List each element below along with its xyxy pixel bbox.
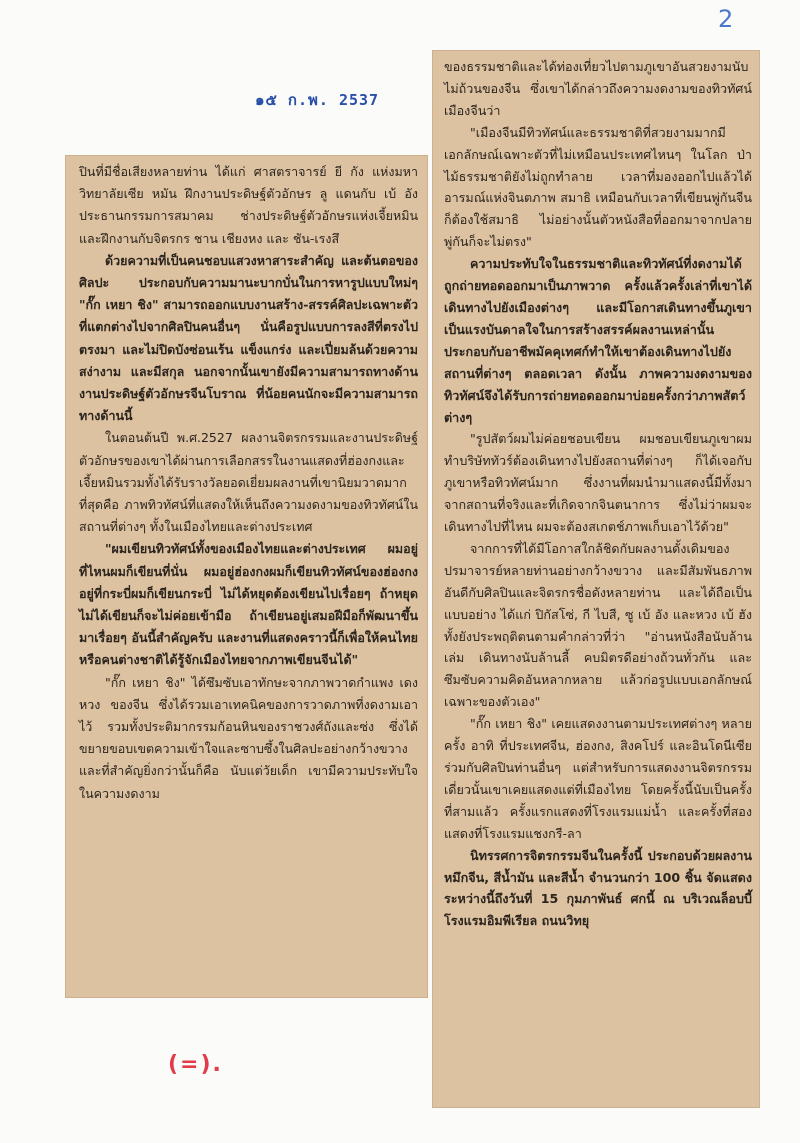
- article-paragraph: นิทรรศการจิตรกรรมจีนในครั้งนี้ ประกอบด้วยผลงานหมึกจีน, สีน้ำมัน และสีน้ำ จำนวนกว่า 100 ชิ้น จัดแสดงระหว่างนี้ถึงวันที่ 15 กุมภาพันธ์ ศกนี้ ณ บริเวณล็อบบี้ โรงแรมอิมพีเรียล ถนนวิทยุ: [444, 847, 752, 929]
- article-paragraph: "กั๊ก เหยา ชิง" ได้ซึมซับเอาทักษะจากภาพวาดกำแพง เดง หวง ของจีน ซึ่งได้รวมเอาเทคนิคของการวาดภาพที่งดงามเอาไว้ รวมทั้งประติมากรรมก้อนหินของราชวงศ์ถังและซ่ง ซึ่งได้ขยายขอบเขตความเข้าใจและซาบซึ้งในศิลปะอย่างกว้างขวาง และที่สำคัญยิ่งกว่านั้นก็คือ นับแต่วัยเด็ก เขามีความประทับใจในความงดงาม: [79, 674, 418, 801]
- article-quote: "รูปสัตว์ผมไม่ค่อยชอบเขียน ผมชอบเขียนภูเขาผมทำบริษัททัวร์ต้องเดินทางไปยังสถานที่ต่างๆ ก็ได้เจอกับภูเขาหรือทิวทัศน์มาก ซึ่งงานที่ผมนำมาแสดงนี้มีทั้งมาจากสถานที่จริงและที่เกิดจากจินตนาการ ซึ่งไม่ว่าผมจะเดินทางไปที่ไหน ผมจะต้องสเกตช์ภาพเก็บเอาไว้ด้วย": [444, 431, 752, 535]
- article-quote: "ผมเขียนทิวทัศน์ทั้งของเมืองไทยและต่างประเทศ ผมอยู่ที่ไหนผมก็เขียนที่นั่น ผมอยู่ฮ่องกงผมก็เขียนทิวทัศน์ของฮ่องกง อยู่ที่กระบี่ผมก็เขียนกระบี่ ไม่ได้หยุดต้องเขียนไปเรื่อยๆ ถ้าหยุดไม่ได้เขียนก็จะไม่ค่อยเข้ามือ ถ้าเขียนอยู่เสมอฝีมือก็พัฒนาขึ้นมาเรื่อยๆ อันนี้สำคัญครับ และงานที่แสดงคราวนี้ก็เพื่อให้คนไทยหรือคนต่างชาติได้รู้จักเมืองไทยจากภาพเขียนจีนได้": [79, 541, 418, 668]
- handwritten-mark: (=).: [168, 1052, 223, 1077]
- newspaper-clipping-right: [432, 50, 760, 1108]
- page-number: 2: [718, 5, 734, 33]
- article-paragraph: ปินที่มีชื่อเสียงหลายท่าน ได้แก่ ศาสตราจารย์ ยี กัง แห่งมหาวิทยาลัยเซีย หมัน ฝึกงานประดิษฐ์ตัวอักษร ลู แดนกับ เบ้ อัง ประธานกรรมการสมาคม ช่างประดิษฐ์ตัวอักษรแห่งเจี้ยหมิน และฝึกงานกับจิตรกร ชาน เชียงหง และ ชัน-เรงสึ: [79, 164, 418, 246]
- article-paragraph: ความประทับใจในธรรมชาติและทิวทัศน์ที่งดงามได้ถูกถ่ายทอดออกมาเป็นภาพวาด ครั้งแล้วครั้งเล่าที่เขาได้เดินทางไปยังเมืองต่างๆ และมีโอกาสเดินทางขึ้นภูเขา เป็นแรงบันดาลใจในการสร้างสรรค์ผลงานเหล่านั้น ประกอบกับอาชีพมัคคุเทศก์ทำให้เขาต้องเดินทางไปยังสถานที่ต่างๆ ตลอดเวลา ดังนั้น ภาพความงดงามของทิวทัศน์จึงได้รับการถ่ายทอดออกมาบ่อยครั้งกว่าภาพสัตว์ต่างๆ: [444, 256, 752, 425]
- article-paragraph: ในตอนต้นปี พ.ศ.2527 ผลงานจิตรกรรมและงานประดิษฐ์ตัวอักษรของเขาได้ผ่านการเลือกสรรในงานแสดงที่ฮ่องกงและเจี้ยหมินรวมทั้งได้รับรางวัลยอดเยี่ยมผลงานที่เขานิยมวาดมากที่สุดคือ ภาพทิวทัศน์ที่แสดงให้เห็นถึงความงดงามของทิวทัศน์ในสถานที่ต่างๆ ทั้งในเมืองไทยและต่างประเทศ: [79, 430, 418, 535]
- article-paragraph: ด้วยความที่เป็นคนชอบแสวงหาสาระสำคัญ และต้นตอของศิลปะ ประกอบกับความมานะบากบั่นในการหารูปแบบใหม่ๆ "กั๊ก เหยา ชิง" สามารถออกแบบงานสร้าง-สรรค์ศิลปะเฉพาะตัวที่แตกต่างไปจากศิลปินคนอื่นๆ นั่นคือรูปแบบการลงสีที่ตรงไปตรงมา และไม่ปิดบังซ่อนเร้น แข็งแกร่ง และเปี่ยมล้นด้วยความสง่างาม และมีสกุล นอกจากนั้นเขายังมีความสามารถทางด้านงานประดิษฐ์ตัวอักษรจีนโบราณ ที่น้อยคนนักจะมีความสามารถทางด้านนี้: [79, 252, 418, 424]
- article-paragraph: ของธรรมชาติและได้ท่องเที่ยวไปตามภูเขาอันสวยงามนับไม่ถ้วนของจีน ซึ่งเขาได้กล่าวถึงความงดงามของทิวทัศน์เมืองจีนว่า: [444, 59, 752, 118]
- article-paragraph: "กั๊ก เหยา ชิง" เคยแสดงงานตามประเทศต่างๆ หลายครั้ง อาทิ ที่ประเทศจีน, ฮ่องกง, สิงคโปร์ และอินโดนีเซีย ร่วมกับศิลปินท่านอื่นๆ แต่สำหรับการแสดงงานจิตรกรรมเดี่ยวนั้นเขาเคยแสดงแต่ที่เมืองไทย โดยครั้งนี้นับเป็นครั้งที่สามแล้ว ครั้งแรกแสดงที่โรงแรมแม่น้ำ และครั้งที่สองแสดงที่โรงแรมแชงกรี-ลา: [444, 716, 752, 841]
- date-stamp: ๑๕ ก.พ. 2537: [255, 91, 380, 109]
- article-paragraph: จากการที่ได้มีโอกาสใกล้ชิดกับผลงานดั้งเดิมของปรมาจารย์หลายท่านอย่างกว้างขวาง และมีสัมพันธภาพอันดีกับศิลปินและจิตรกรชื่อดังหลายท่าน และได้ถือเป็นแบบอย่าง ได้แก่ ปิกัสโซ่, กี ไบสี, ซู เบ้ อัง และหวง เบ้ ฮัง ทั้งยังประพฤติตนตามคำกล่าวที่ว่า "อ่านหนังสือนับล้านเล่ม เดินทางนับล้านลี้ คบมิตรดีอย่างถ้วนทั่วกัน และซึมซับความคิดอันหลากหลาย แล้วก่อรูปแบบเอกลักษณ์เฉพาะของตัวเอง": [444, 540, 752, 710]
- newspaper-clipping-left: [65, 155, 428, 998]
- article-quote: "เมืองจีนมีทิวทัศน์และธรรมชาติที่สวยงามมากมีเอกลักษณ์เฉพาะตัวที่ไม่เหมือนประเทศไหนๆ ในโลก ป่าไม้ธรรมชาติยังไม่ถูกทำลาย เวลาที่มองออกไปแล้วได้อารมณ์แห่งจินตภาพ สมาธิ เหมือนกับเวลาที่เขียนพู่กันจีนก็ต้องใช้สมาธิ ไม่อย่างนั้นตัวหนังสือที่ออกมาจากปลายพู่กันก็จะไม่ตรง": [444, 124, 752, 250]
